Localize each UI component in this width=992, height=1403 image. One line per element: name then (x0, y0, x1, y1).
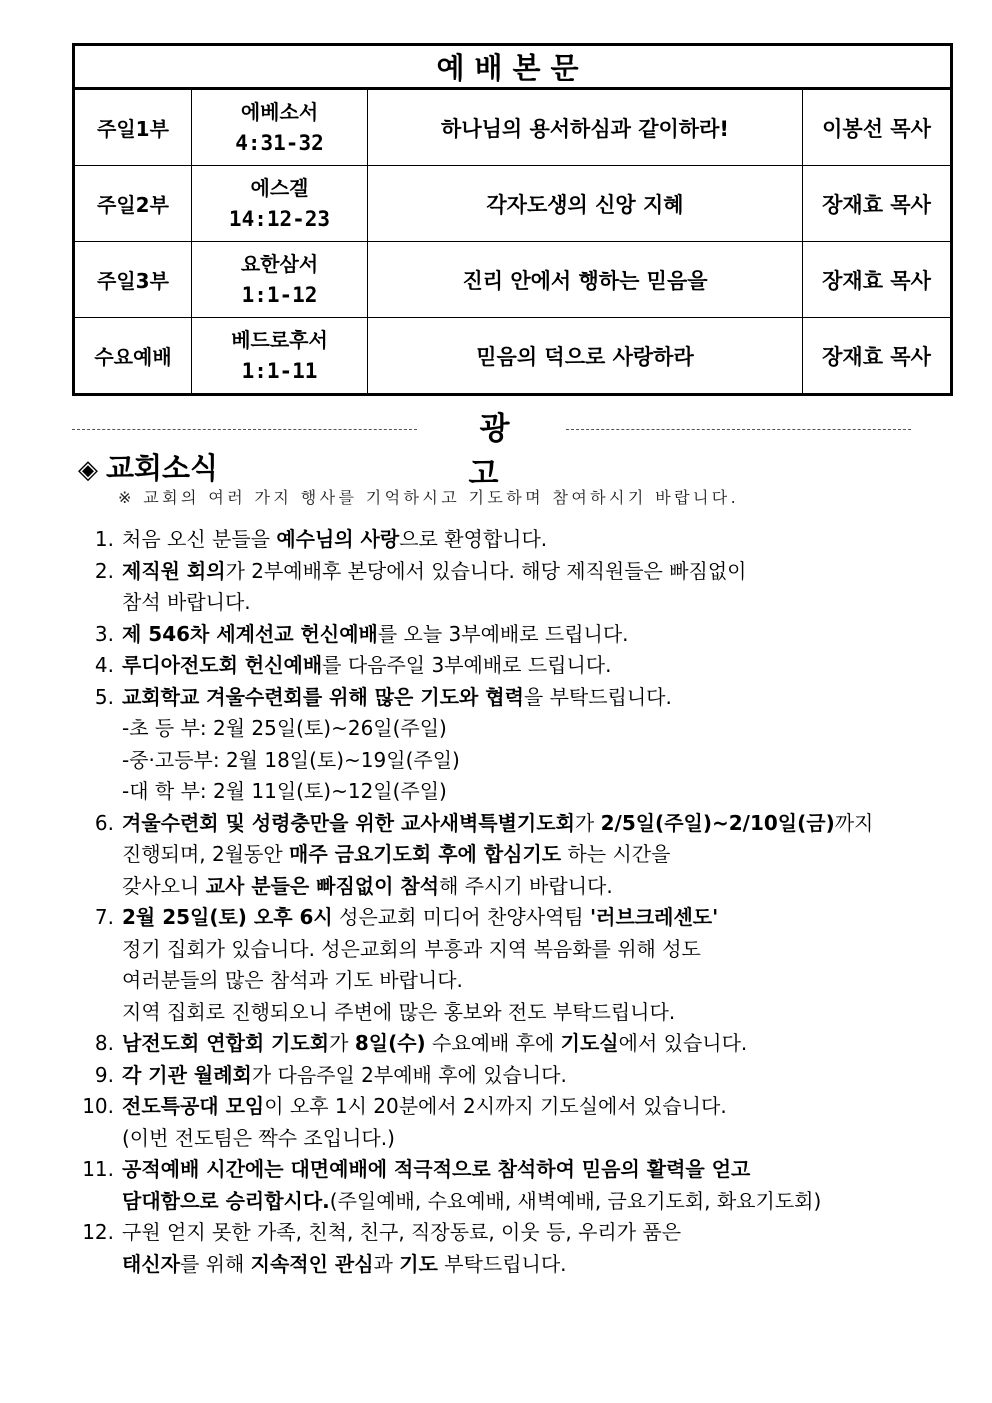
item-number: 9. (94, 1062, 114, 1087)
text-segment: 갖사오니 (122, 873, 206, 898)
emphasis-text: 기도실 (560, 1031, 619, 1055)
announcement-title: 광고 (468, 411, 532, 492)
announcement-item (70, 1217, 910, 1280)
sermon-title: 각자도생의 신앙 지혜 (368, 166, 803, 242)
announcement-item (70, 902, 910, 1028)
text-segment: 수요예배 후에 (425, 1031, 561, 1055)
item-number: 3. (94, 621, 114, 646)
text-segment: 정기 집회가 있습니다. 성은교회의 부흥과 지역 복음화를 위해 성도 (122, 936, 701, 961)
divider-right (566, 429, 911, 430)
text-segment: 가 2부예배후 본당에서 있습니다. 해당 제직원들은 빠짐없이 (225, 558, 747, 583)
item-number: 5. (94, 684, 114, 709)
scripture-ref: 1:1-12 (241, 282, 318, 307)
announcement-item (70, 1028, 910, 1060)
emphasis-text: 남전도회 연합회 기도회 (122, 1031, 330, 1055)
text-segment: 부탁드립니다. (437, 1251, 567, 1276)
text-segment: 지역 집회로 진행되오니 주변에 많은 홍보와 전도 부탁드립니다. (122, 999, 676, 1024)
sermon-title: 하나님의 용서하심과 같이하라! (368, 89, 803, 166)
text-segment: 진행되며, 2월동안 (122, 842, 290, 866)
text-segment: (주일예배, 수요예배, 새벽예배, 금요기도회, 화요기도회) (329, 1188, 822, 1213)
item-line (122, 997, 910, 1029)
scripture-cell (192, 89, 368, 166)
text-segment: -중·고등부: 2월 18일(토)~19일(주일) (122, 747, 460, 772)
item-number: 7. (94, 905, 114, 929)
item-line (122, 1091, 910, 1123)
section-heading (78, 446, 218, 487)
scripture-cell (192, 166, 368, 242)
text-segment: 를 오늘 3부예배로 드립니다. (377, 621, 629, 646)
text-segment: 구원 얻지 못한 가족, 친척, 친구, 직장동료, 이웃 등, 우리가 품은 (122, 1220, 682, 1244)
announcement-item (70, 619, 910, 651)
item-line (122, 556, 910, 588)
item-number: 6. (94, 810, 114, 835)
announcement-list (70, 524, 910, 1280)
divider-left (72, 429, 417, 430)
emphasis-text: 겨울수련회 및 성령충만을 위한 교사새벽특별기도회 (122, 810, 575, 835)
text-segment: 으로 환영합니다. (399, 527, 548, 551)
diamond-bullet-icon: ◈ (78, 455, 98, 485)
item-line (122, 1060, 910, 1092)
emphasis-text: 예수님의 사랑 (276, 527, 400, 551)
announcement-item (70, 808, 910, 903)
text-segment: 하는 시간을 (561, 842, 671, 866)
text-segment: 성은교회 미디어 찬양사역팀 (332, 905, 591, 929)
announcement-item (70, 682, 910, 808)
emphasis-text: '러브크레센도' (590, 905, 719, 929)
item-line (122, 1154, 910, 1186)
sermon-table-title: 예배본문 (74, 45, 952, 89)
item-line (122, 934, 910, 966)
item-number: 8. (94, 1031, 114, 1055)
text-segment: 해 주시기 바랍니다. (439, 873, 613, 898)
item-line (122, 839, 910, 871)
emphasis-text: 제직원 회의 (122, 558, 226, 583)
item-line (122, 871, 910, 903)
text-segment: 에서 있습니다. (618, 1031, 748, 1055)
text-segment: 가 (329, 1031, 355, 1055)
service-name: 주일3부 (74, 242, 192, 318)
section-note: ※ 교회의 여러 가지 행사를 기억하시고 기도하며 참여하시기 바랍니다. (118, 488, 740, 507)
item-line (122, 1028, 910, 1060)
sermon-title: 진리 안에서 행하는 믿음을 (368, 242, 803, 318)
service-name: 수요예배 (74, 318, 192, 395)
preacher-name: 장재효 목사 (803, 318, 952, 395)
sermon-row (74, 89, 952, 166)
announcement-item (70, 1154, 910, 1217)
text-segment: 과 (373, 1251, 400, 1276)
emphasis-text: 교사 분들은 빠짐없이 참석 (205, 873, 440, 898)
preacher-name: 장재효 목사 (803, 166, 952, 242)
emphasis-text: 지속적인 관심 (250, 1251, 374, 1276)
service-name: 주일1부 (74, 89, 192, 166)
emphasis-text: 제 546차 세계선교 헌신예배 (122, 621, 378, 646)
item-line (122, 619, 910, 651)
scripture-book: 에베소서 (240, 99, 319, 124)
item-number: 2. (94, 558, 114, 583)
text-segment: 까지 (834, 810, 874, 835)
item-line (122, 650, 910, 682)
item-number: 11. (82, 1157, 114, 1181)
item-line (122, 808, 910, 840)
text-segment: 가 (574, 810, 601, 835)
emphasis-text: 전도특공대 모임 (122, 1094, 265, 1118)
emphasis-text: 8일(수) (354, 1031, 426, 1055)
item-number: 1. (94, 527, 114, 551)
scripture-book: 요한삼서 (240, 251, 319, 276)
text-segment: (이번 전도팀은 짝수 조입니다.) (122, 1125, 395, 1150)
item-line (122, 524, 910, 556)
text-segment: 이 오후 1시 20분에서 2시까지 기도실에서 있습니다. (264, 1094, 727, 1118)
item-line (122, 902, 910, 934)
emphasis-text: 매주 금요기도회 후에 합심기도 (289, 842, 562, 866)
item-line (122, 1123, 910, 1155)
announcement-item (70, 1060, 910, 1092)
sermon-table (72, 43, 953, 396)
text-segment: 가 다음주일 2부예배 후에 있습니다. (251, 1062, 567, 1087)
text-segment: 를 위해 (179, 1251, 251, 1276)
preacher-name: 이봉선 목사 (803, 89, 952, 166)
text-segment: 처음 오신 분들을 (122, 527, 277, 551)
scripture-ref: 4:31-32 (235, 130, 324, 155)
text-segment: 를 다음주일 3부예배로 드립니다. (322, 653, 612, 677)
scripture-book: 베드로후서 (231, 327, 328, 352)
item-line (122, 682, 910, 714)
item-line (122, 587, 910, 619)
announcement-item (70, 1091, 910, 1154)
text-segment: 참석 바랍니다. (122, 590, 251, 614)
text-segment: -초 등 부: 2월 25일(토)~26일(주일) (122, 716, 447, 740)
scripture-ref: 14:12-23 (228, 206, 331, 231)
text-segment: 여러분들의 많은 참석과 기도 바랍니다. (122, 968, 463, 992)
item-line (122, 776, 910, 808)
emphasis-text: 2월 25일(토) 오후 6시 (122, 905, 333, 929)
scripture-ref: 1:1-11 (241, 358, 318, 383)
emphasis-text: 태신자 (122, 1251, 180, 1276)
sermon-row (74, 318, 952, 395)
sermon-title: 믿음의 덕으로 사랑하라 (368, 318, 803, 395)
emphasis-text: 각 기관 월례회 (122, 1062, 252, 1087)
text-segment: 을 부탁드립니다. (523, 684, 672, 709)
text-segment: -대 학 부: 2월 11일(토)~12일(주일) (122, 779, 447, 803)
announcement-item (70, 556, 910, 619)
item-number: 4. (94, 653, 114, 677)
announcement-item (70, 524, 910, 556)
item-number: 12. (82, 1220, 114, 1244)
emphasis-text: 기도 (399, 1251, 438, 1276)
emphasis-text: 루디아전도회 헌신예배 (122, 653, 323, 677)
scripture-cell (192, 318, 368, 395)
emphasis-text: 2/5일(주일)~2/10일(금) (600, 810, 835, 835)
emphasis-text: 공적예배 시간에는 대면예배에 적극적으로 참석하여 믿음의 활력을 얻고 (122, 1157, 751, 1181)
service-name: 주일2부 (74, 166, 192, 242)
sermon-row (74, 242, 952, 318)
emphasis-text: 담대함으로 승리합시다. (122, 1188, 330, 1213)
item-line (122, 745, 910, 777)
item-line (122, 1186, 910, 1218)
scripture-cell (192, 242, 368, 318)
item-line (122, 713, 910, 745)
item-line (122, 1217, 910, 1249)
item-line (122, 965, 910, 997)
item-number: 10. (82, 1094, 114, 1118)
item-line (122, 1249, 910, 1281)
section-title: 교회소식 (106, 451, 219, 485)
emphasis-text: 교회학교 겨울수련회를 위해 많은 기도와 협력 (122, 684, 524, 709)
scripture-book: 에스겔 (250, 175, 309, 200)
sermon-row (74, 166, 952, 242)
announcement-item (70, 650, 910, 682)
preacher-name: 장재효 목사 (803, 242, 952, 318)
